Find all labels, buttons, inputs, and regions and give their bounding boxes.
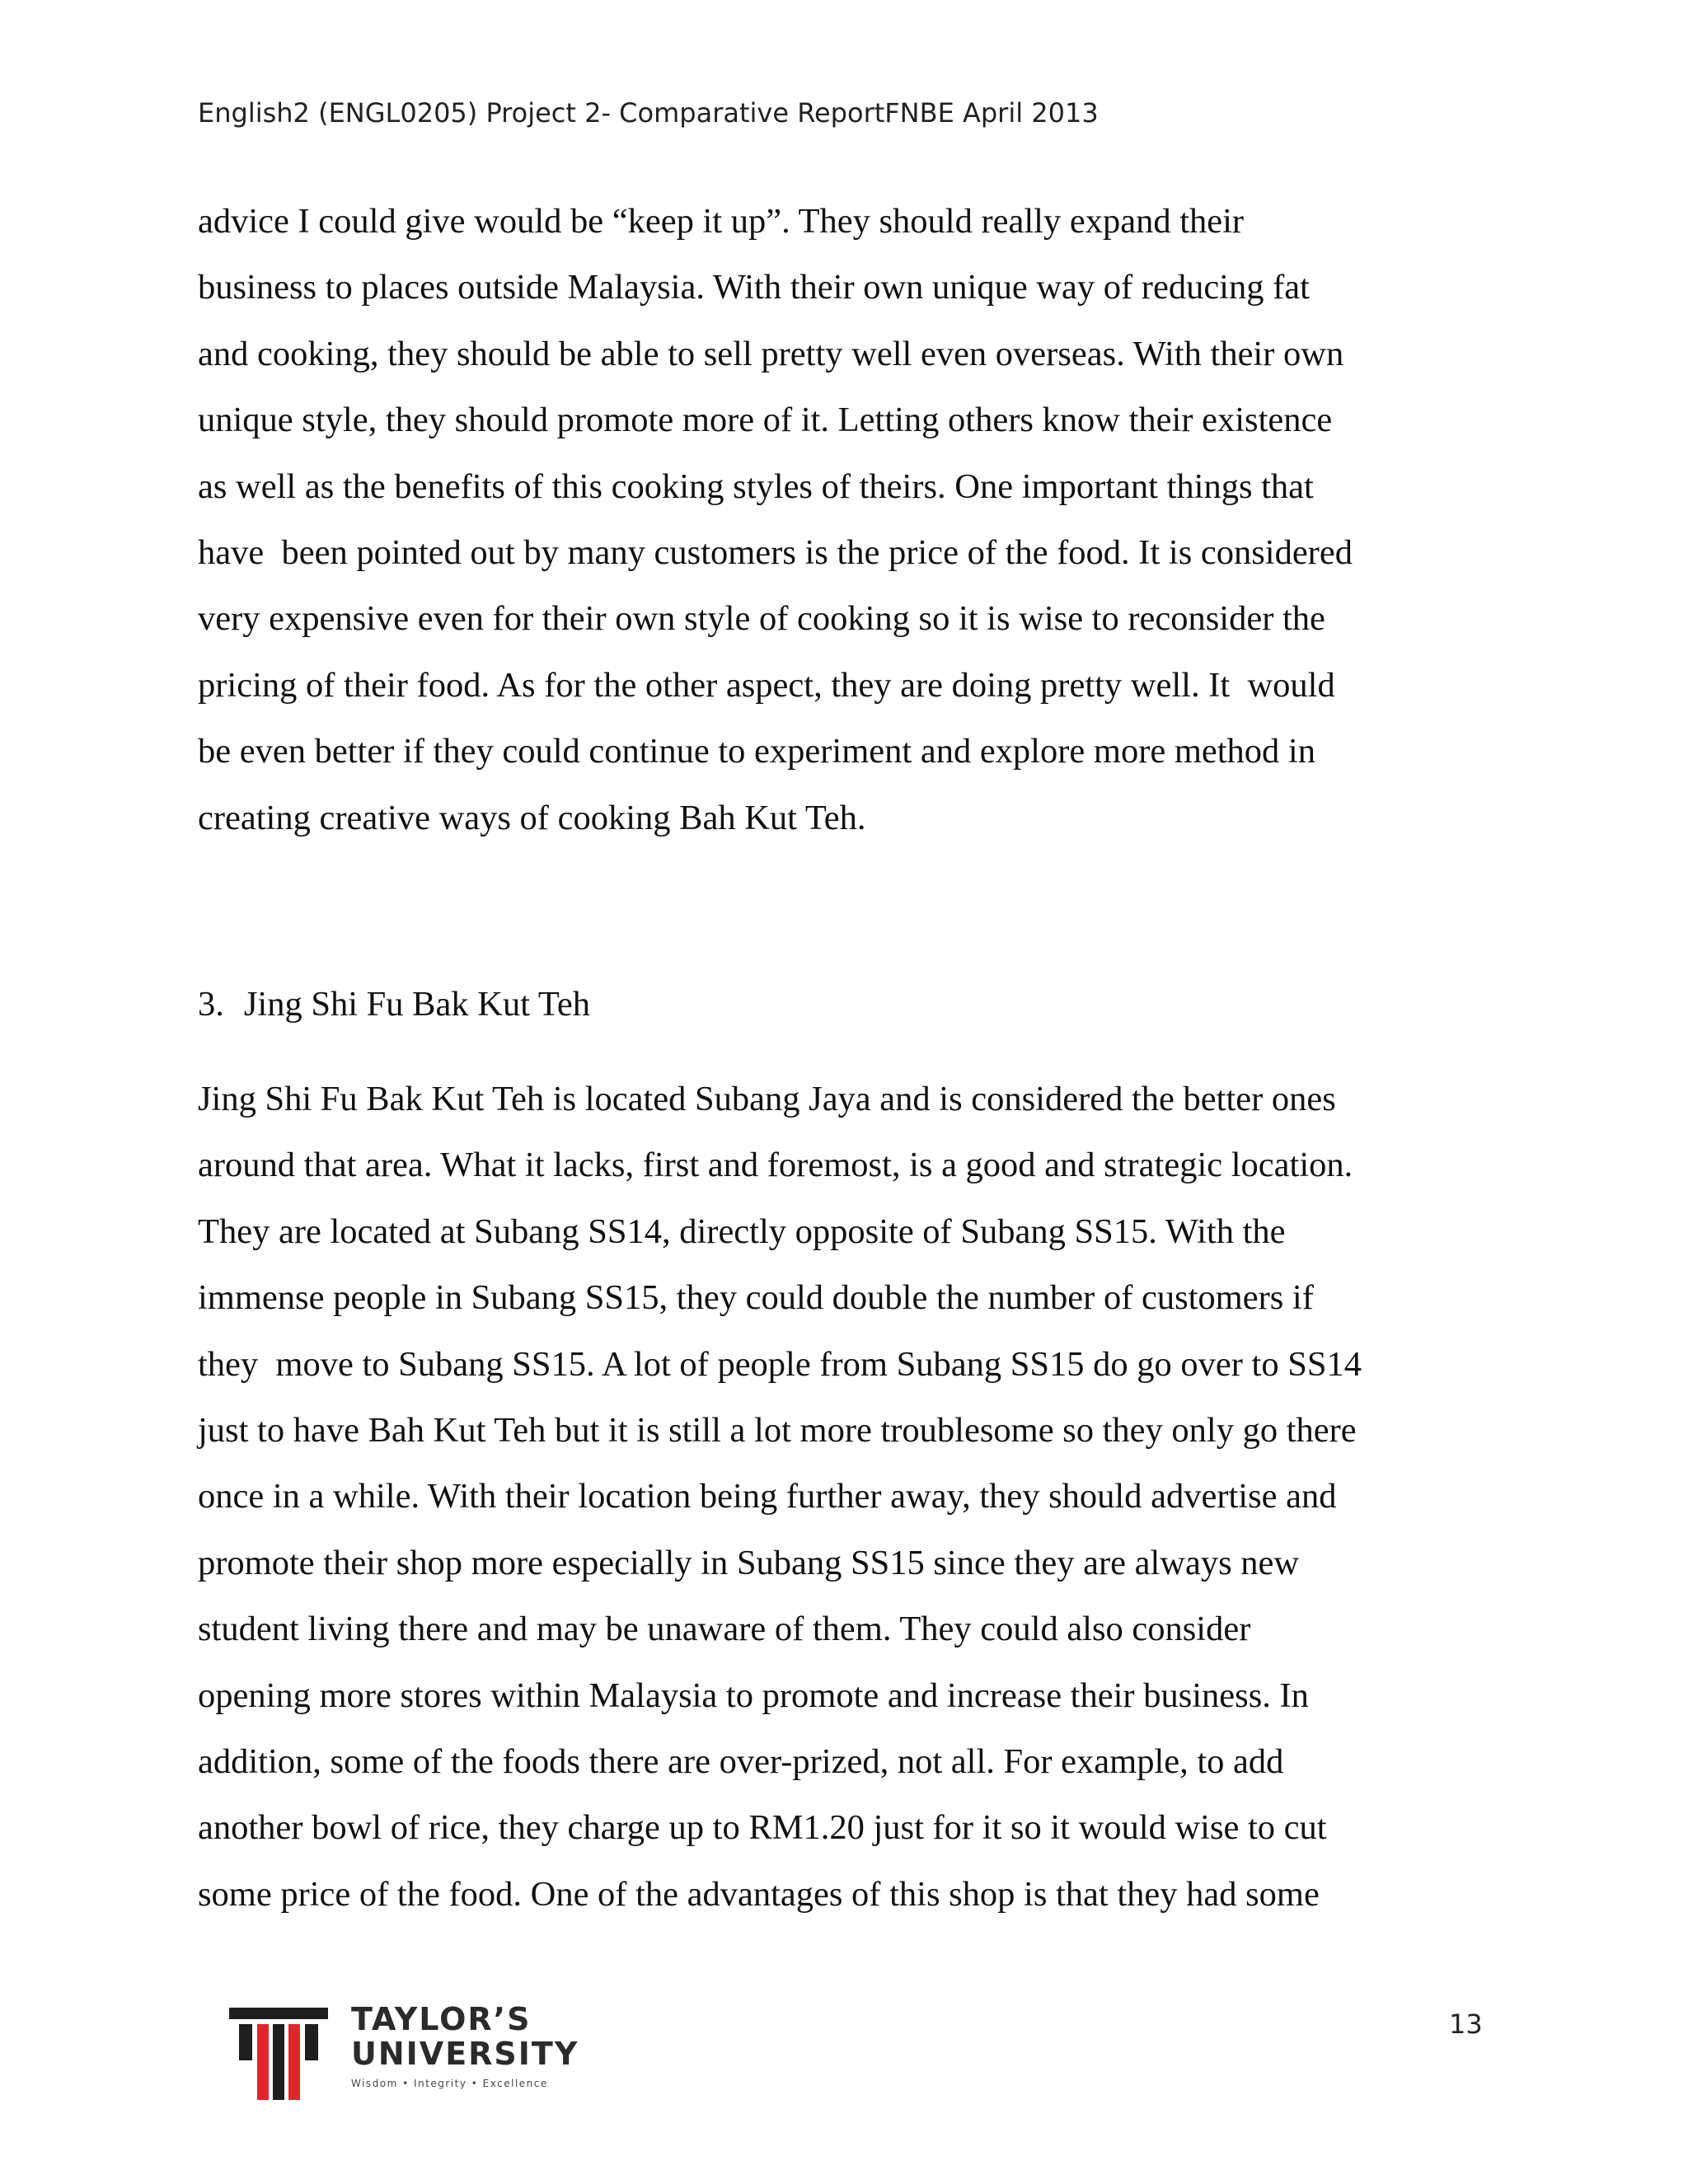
- text-line: around that area. What it lacks, first and foremost, is a good and strategic location.: [198, 1146, 1353, 1185]
- text-line: have been pointed out by many customers is the price of the food. It is considered: [198, 532, 1353, 572]
- page-number: 13: [1449, 2008, 1483, 2040]
- text-line: advice I could give would be “keep it up”. They should really expand their: [198, 202, 1245, 241]
- text-line: opening more stores within Malaysia to promote and increase their business. In: [198, 1675, 1309, 1715]
- text-line: and cooking, they should be able to sell pretty well even overseas. With their own: [198, 334, 1344, 373]
- text-line: student living there and may be unaware of them. They could also consider: [198, 1610, 1251, 1649]
- text-line: very expensive even for their own style of cooking so it is wise to reconsider the: [198, 599, 1325, 639]
- section-heading: [198, 972, 1500, 1038]
- text-line: promote their shop more especially in Subang SS15 since they are always new: [198, 1543, 1300, 1582]
- text-line: as well as the benefits of this cooking styles of theirs. One important things that: [198, 466, 1314, 506]
- text-line: some price of the food. One of the advantages of this shop is that they had some: [198, 1874, 1320, 1914]
- text-line: be even better if they could continue to experiment and explore more method in: [198, 732, 1315, 771]
- text-line: Jing Shi Fu Bak Kut Teh is located Subang Jaya and is considered the better ones: [198, 1080, 1336, 1118]
- text-line: addition, some of the foods there are over-prized, not all. For example, to add: [198, 1741, 1284, 1781]
- text-line: another bowl of rice, they charge up to RM1.20 just for it so it would wise to cut: [198, 1808, 1327, 1848]
- logo-tagline: Wisdom • Integrity • Excellence: [351, 2078, 548, 2089]
- text-line: unique style, they should promote more of it. Letting others know their existence: [198, 401, 1333, 440]
- text-line: creating creative ways of cooking Bah Kut Teh.: [198, 798, 866, 837]
- section-number: 3.: [198, 985, 224, 1024]
- logo-name-line2: UNIVERSITY: [351, 2036, 579, 2072]
- university-emblem-icon: [229, 2008, 328, 2100]
- university-logo: [229, 1993, 592, 2100]
- paragraph-jing-shi-fu: [198, 1066, 1500, 1928]
- text-line: just to have Bah Kut Teh but it is still a lot more troublesome so they only go there: [198, 1410, 1357, 1450]
- text-line: pricing of their food. As for the other aspect, they are doing pretty well. It would: [198, 665, 1335, 705]
- paragraph-advice: [198, 189, 1500, 851]
- text-line: they move to Subang SS15. A lot of people from Subang SS15 do go over to SS14: [198, 1344, 1362, 1384]
- running-header: English2 (ENGL0205) Project 2- Comparative ReportFNBE April 2013: [198, 97, 1099, 129]
- text-line: immense people in Subang SS15, they could double the number of customers if: [198, 1278, 1314, 1318]
- logo-name-line1: TAYLOR’S: [351, 2001, 532, 2037]
- text-line: business to places outside Malaysia. With their own unique way of reducing fat: [198, 268, 1310, 307]
- text-line: once in a while. With their location being further away, they should advertise and: [198, 1477, 1337, 1516]
- section-title: Jing Shi Fu Bak Kut Teh: [243, 985, 590, 1024]
- text-line: They are located at Subang SS14, directly opposite of Subang SS15. With the: [198, 1212, 1286, 1251]
